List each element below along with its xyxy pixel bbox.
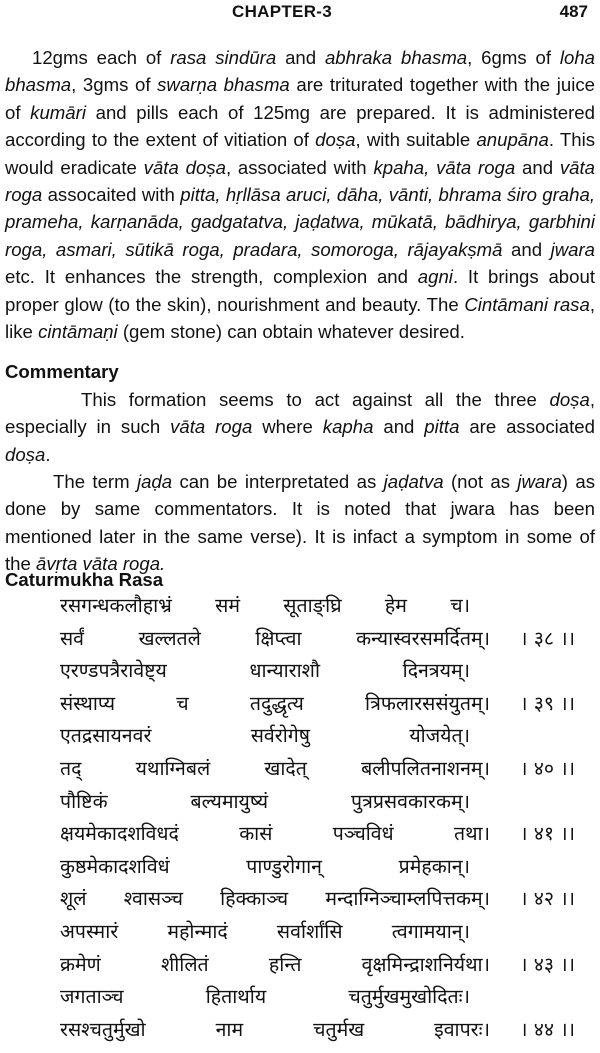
verse-line	[60, 1014, 575, 1047]
verse-number: । ४४ ।।	[520, 1017, 575, 1041]
verse-text: क्रमेणं शीलितं हन्ति वृक्षमिन्द्राशनिर्यथा।	[60, 952, 490, 976]
verse-text: संस्थाप्य च तदुद्धृत्य त्रिफलारससंयुतम्।	[60, 691, 490, 715]
text-run: and pills each of 125mg are prepared. It is administered according to the extent of vitiation of	[5, 101, 595, 151]
verse-line	[60, 688, 575, 721]
italic-term: jaḍa	[136, 471, 173, 492]
verse-text: एरण्डपत्रैरावेष्ट्य धान्याराशौ दिनत्रयम्।	[60, 659, 470, 683]
verse-number: । ३८ ।।	[520, 626, 575, 650]
verse-line	[60, 786, 575, 819]
verse-line	[60, 655, 575, 688]
text-run: The term	[53, 471, 137, 492]
verse-line	[60, 720, 575, 753]
verse-line	[60, 818, 575, 851]
verse-number: । ३९ ।।	[520, 691, 575, 715]
text-run: , like	[5, 293, 595, 343]
verse-line	[60, 949, 575, 982]
verse-number: । ४२ ।।	[520, 887, 575, 911]
chapter-title: CHAPTER-3	[232, 2, 332, 21]
verse-number: । ४३ ।।	[520, 952, 575, 976]
verse-line	[60, 851, 575, 884]
page-number: 487	[559, 2, 588, 21]
verse-text: रसगन्धकलौहाभ्रं समं सूताङ्घ्रि हेम च।	[60, 594, 470, 617]
italic-term: vāta roga	[5, 156, 596, 206]
italic-term: jwara	[550, 238, 595, 260]
verse-text: तद् यथाग्निबलं खादेत् बलीपलितनाशनम्।	[60, 756, 490, 780]
italic-term: swarṇa bhasma	[157, 74, 290, 96]
italic-term: pitta, hṛllāsa aruci, dāha, vānti, bhrama śiro graha, prameha, karṇanāda, gadgatatva, jaḍatwa, mūkatā, bādhirya, garbhini roga, asmari, sūtikā roga, pradara, somoroga, rājayakṣmā	[5, 184, 595, 260]
italic-term: doṣa	[549, 389, 590, 410]
verse-text: कुष्ठमेकादशविधं पाण्डुरोगान् प्रमेहकान्।	[60, 854, 470, 878]
commentary-paragraph-1	[5, 386, 595, 468]
italic-term: kumāri	[30, 101, 86, 123]
page-header	[0, 2, 600, 26]
text-run: . It brings about proper glow (to the skin), nourishment and beauty. The	[5, 266, 595, 315]
verse-text: जगताञ्च हितार्थाय चतुर्मुखमुखोदितः।	[60, 985, 470, 1009]
text-run: , associated with	[225, 156, 374, 178]
intro-paragraph	[5, 44, 595, 345]
verse-text: रसश्चतुर्मुखो नाम चतुर्मख इवापरः।	[60, 1017, 490, 1041]
italic-term: rasa sindūra	[170, 47, 277, 68]
text-run: etc. It enhances the strength, complexion and	[5, 266, 418, 288]
text-run: and	[502, 238, 551, 260]
italic-term: doṣa	[5, 443, 46, 465]
verse-list	[60, 590, 575, 1046]
verse-line	[60, 590, 575, 623]
italic-term: kpaha, vāta roga	[373, 156, 516, 178]
commentary-paragraph-2-text	[5, 468, 595, 578]
verse-number: । ४१ ।।	[520, 822, 575, 846]
verse-number: । ४० ।।	[520, 756, 575, 780]
italic-term: vāta roga	[170, 416, 253, 438]
italic-term: abhraka bhasma	[324, 47, 468, 68]
commentary-paragraph-1-text	[5, 386, 595, 468]
verse-line	[60, 916, 575, 949]
intro-paragraph-text	[5, 44, 595, 345]
text-run: , 6gms of	[467, 47, 560, 68]
italic-term: kapha	[322, 416, 374, 438]
verse-line	[60, 753, 575, 786]
text-run: , 3gms of	[71, 74, 158, 96]
text-run: This formation seems to act against all the three	[81, 389, 550, 410]
text-run: and	[515, 156, 560, 178]
text-run: assocaited with	[42, 184, 181, 206]
italic-term: jwara	[517, 471, 562, 492]
text-run: and	[276, 47, 325, 68]
verse-line	[60, 623, 575, 656]
verse-text: पौष्टिकं बल्यमायुष्यं पुत्रप्रसवकारकम्।	[60, 789, 470, 813]
verse-text: सर्वं खल्लतले क्षिप्त्वा कन्यास्वरसमर्दितम्।	[60, 626, 490, 650]
text-run: are associated	[459, 416, 595, 438]
verse-text: क्षयमेकादशविधदं कासं पञ्चविधं तथा।	[60, 822, 490, 846]
italic-term: doṣa	[315, 129, 356, 151]
verse-text: शूलं श्वासञ्च हिक्काञ्च मन्दाग्निञ्चाम्लपित्तकम्।	[60, 887, 490, 911]
text-run: , especially in such	[5, 389, 595, 438]
text-run: (gem stone) can obtain whatever desired.	[117, 321, 465, 343]
italic-term: jaḍatva	[383, 471, 444, 492]
italic-term: anupāna	[476, 129, 549, 151]
verse-text: एतद्रसायनवरं सर्वरोगेषु योजयेत्।	[60, 724, 470, 748]
italic-term: vāta doṣa	[143, 156, 226, 178]
commentary-heading: Commentary	[5, 361, 119, 382]
commentary-paragraph-2	[5, 468, 595, 578]
text-run: ) as done by same commentators. It is noted that jwara has been mentioned later in the same verse). It is infact a symptom in some of the	[5, 471, 595, 575]
text-run: .	[45, 443, 51, 465]
text-run: where	[252, 416, 323, 438]
text-run: . This would eradicate	[5, 129, 595, 178]
text-run: are triturated together with the juice of	[5, 74, 595, 123]
italic-term: Cintāmani rasa	[464, 293, 590, 315]
italic-term: loha bhasma	[5, 47, 596, 96]
italic-term: pitta	[424, 416, 460, 438]
verse-line	[60, 883, 575, 916]
verse-text: अपस्मारं महोन्मादं सर्वार्शांसि त्वगामयान्।	[60, 919, 470, 943]
verse-line	[60, 981, 575, 1014]
text-run: can be interpretated as	[172, 471, 384, 492]
text-run: and	[373, 416, 425, 438]
italic-term: cintāmaṇi	[38, 321, 118, 343]
italic-term: āvṛta vāta roga.	[36, 553, 166, 575]
text-run: , with suitable	[355, 129, 477, 151]
rasa-heading: Caturmukha Rasa	[5, 569, 164, 590]
italic-term: agni	[417, 266, 453, 288]
text-run: (not as	[443, 471, 518, 492]
text-run: 12gms each of	[32, 47, 171, 68]
